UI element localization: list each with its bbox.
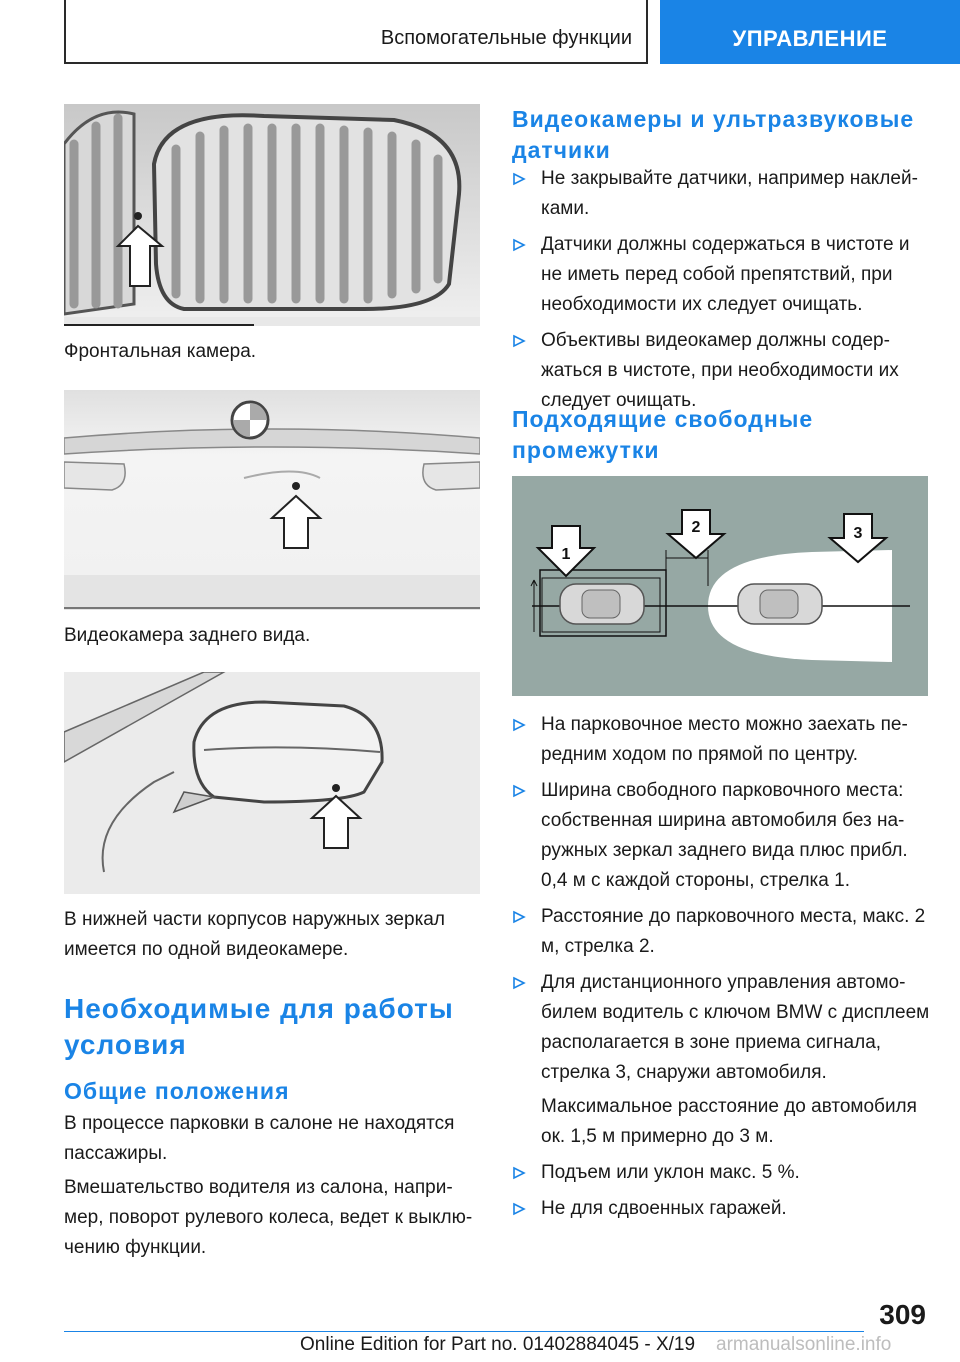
list-item: Для дистанционного управления автомобилем водитель с ключом BMW с дисплеем располагается в зоне приема сигнала, стрелка 3, снаружи автомобиля. Максимальное расстояние до автомобиля ок. 1,5 м примерно до 3 м. xyxy=(512,968,932,1152)
list-item: Объективы видеокамер должны содержаться в чистоте, при необходимости их следует очищать. xyxy=(512,326,932,416)
gap-list xyxy=(512,710,932,1230)
sensor-list xyxy=(512,164,932,422)
gap-label-1: 1 xyxy=(561,546,571,563)
gap-label-3: 3 xyxy=(853,525,863,542)
front-camera-image xyxy=(64,104,480,326)
heading-sensors: Видеокамеры и ультразвуковые датчики xyxy=(512,106,915,163)
heading-conditions: Необходимые для работы условия xyxy=(64,993,454,1060)
header-chapter-tab xyxy=(660,0,960,64)
list-item: Подъем или уклон макс. 5 %. xyxy=(512,1158,932,1188)
heading-gaps: Подходящие свободные промежутки xyxy=(512,406,814,463)
triangle-bullet-icon xyxy=(512,172,526,186)
list-item: Ширина свободного парковочного места: собственная ширина автомобиля без наружных зеркал заднего вида плюс прибл. 0,4 м с каждой стороны, стрелка 1. xyxy=(512,776,932,896)
parking-gap-diagram xyxy=(512,476,928,696)
triangle-bullet-icon xyxy=(512,718,526,732)
footer-edition: Online Edition for Part no. 01402884045 - X/19 xyxy=(300,1334,696,1355)
front-camera-caption: Фронтальная камера. xyxy=(64,341,257,362)
list-item: Не закрывайте датчики, например наклейками. xyxy=(512,164,932,224)
mirror-camera-caption: В нижней части корпусов наружных зеркал имеется по одной видеокамере. xyxy=(64,909,445,960)
watermark: armanualsonline.info xyxy=(716,1334,892,1355)
page-number: 309 xyxy=(879,1299,926,1330)
mirror-camera-image xyxy=(64,672,480,894)
rear-camera-caption: Видеокамера заднего вида. xyxy=(64,625,311,646)
rear-camera-image xyxy=(64,390,480,610)
subheading-general: Общие положения xyxy=(64,1078,290,1104)
header-section-title: Вспомогательные функции xyxy=(380,27,632,49)
footer-divider xyxy=(64,1331,864,1332)
list-item: Датчики должны содержаться в чистоте и не иметь перед собой препятствий, при необходимости их следует очищать. xyxy=(512,230,932,320)
header-section-tab xyxy=(64,0,648,64)
list-item-note: Максимальное расстояние до автомобиля ок. 1,5 м примерно до 3 м. xyxy=(541,1096,917,1147)
triangle-bullet-icon xyxy=(512,910,526,924)
triangle-bullet-icon xyxy=(512,334,526,348)
triangle-bullet-icon xyxy=(512,976,526,990)
triangle-bullet-icon xyxy=(512,238,526,252)
gap-label-2: 2 xyxy=(691,519,701,536)
header-chapter-title: УПРАВЛЕНИЕ xyxy=(732,26,888,51)
paragraph-passengers: В процессе парковки в салоне не находятся пассажиры. xyxy=(64,1113,455,1164)
paragraph-intervention: Вмешательство водителя из салона, например, поворот рулевого колеса, ведет к выключению функции. xyxy=(64,1177,473,1258)
list-item: На парковочное место можно заехать передним ходом по прямой по центру. xyxy=(512,710,932,770)
triangle-bullet-icon xyxy=(512,1166,526,1180)
list-item: Расстояние до парковочного места, макс. 2 м, стрелка 2. xyxy=(512,902,932,962)
triangle-bullet-icon xyxy=(512,784,526,798)
list-item: Не для сдвоенных гаражей. xyxy=(512,1194,932,1224)
triangle-bullet-icon xyxy=(512,1202,526,1216)
